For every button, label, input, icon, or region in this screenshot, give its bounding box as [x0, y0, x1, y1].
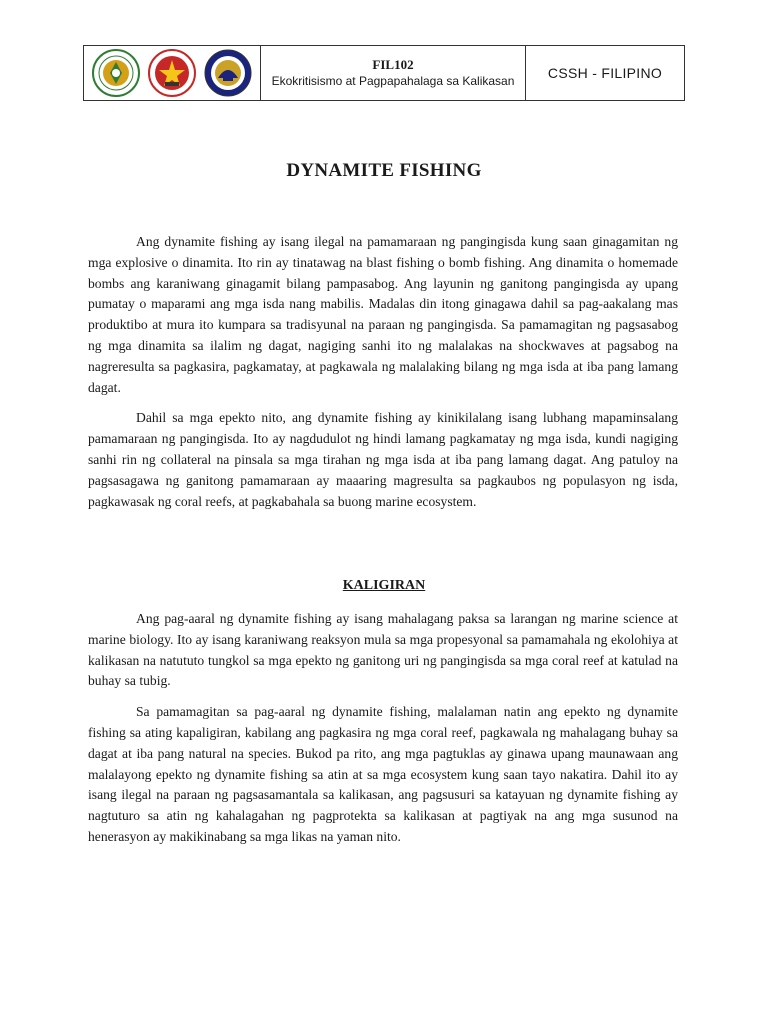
- college-seal-icon: [147, 48, 197, 98]
- document-header: [83, 45, 685, 101]
- logo-group: [84, 46, 261, 100]
- department-seal-icon: [203, 48, 253, 98]
- kaligiran-section: [88, 609, 678, 858]
- section-heading: KALIGIRAN: [342, 578, 426, 593]
- intro-paragraph: Ang dynamite fishing ay isang ilegal na pamamaraan ng pangingisda kung saan ginagamitan ng mga explosive o dinamita. Ito rin ay tinatawag na blast fishing o bomb fishing. Ang dinamita o homemade bombs ang karaniwang ginagamit bilang pampasabog. Ang layunin ng ganitong pangingisda ay upang pumatay o maparami ang mga isda nang mabilis. Madalas din itong ginagawa dahil sa pag-aakalang mas produktibo at mura ito kumpara sa tradisyunal na paraan ng pangingisda. Sa pamamagitan ng pagsasabog ng mga dinamita sa ilalim ng dagat, nagiging sanhi ito ng malalakas na shockwaves at pagsabog na nagreresulta sa pagkasira, pagkamatay, at pagkawala ng malalaking bilang ng mga isda at iba pang lamang dagat.: [88, 234, 678, 395]
- section-paragraph: Ang pag-aaral ng dynamite fishing ay isang mahalagang paksa sa larangan ng marine science at marine biology. Ito ay isang karaniwang reaksyon mula sa mga propesyonal sa pamamahala ng ekolohiya at kalikasan na natututo tungkol sa mga epekto ng ganitong uri ng pangingisda sa mga coral reef at katulad na buhay sa tubig.: [88, 611, 678, 689]
- course-code: FIL102: [372, 57, 414, 72]
- section-paragraph: Sa pamamagitan sa pag-aaral ng dynamite fishing, malalaman natin ang epekto ng dynamite fishing sa ating kapaligiran, kabilang ang pagkasira ng mga coral reef, pagkawala ng mahalagang buhay sa dagat at iba pang natural na species. Bukod pa rito, ang mga pagtuklas ay ginawa upang maunawaan ang malalayong epekto ng dynamite fishing sa atin at sa mga ecosystem kung saan tayo nakatira. Dahil ito ay isang ilegal na paraan ng pagsasamantala sa kalikasan, ang pagsusuri sa katayuan ng dynamite fishing ay nagtuturo sa atin ng kahalagahan ng pagprotekta sa kalikasan at pagtiyak na ang mga susunod na henerasyon ay makikinabang sa mga likas na yaman nito.: [88, 704, 678, 844]
- course-info: [261, 46, 526, 100]
- university-seal-icon: [91, 48, 141, 98]
- department-label: CSSH - FILIPINO: [547, 65, 663, 81]
- course-title: Ekokritisismo at Pagpapahalaga sa Kalikasan: [271, 74, 515, 88]
- document-title: DYNAMITE FISHING: [286, 160, 482, 181]
- intro-paragraph: Dahil sa mga epekto nito, ang dynamite fishing ay kinikilalang isang lubhang mapaminsalang pamamaraan ng pangingisda. Ito ay nagdudulot ng hindi lamang pagkamatay ng mga isda, kundi nagiging sanhi rin ng collateral na pinsala sa mga tirahan ng mga isda at iba pang lamang dagat. Ang patuloy na pagsasagawa ng ganitong pamamaraan ay maaaring magresulta sa pagkaubos ng populasyon ng isda, pagkawasak ng coral reefs, at pagkabahala sa buong marine ecosystem.: [88, 410, 678, 509]
- intro-section: [88, 232, 678, 522]
